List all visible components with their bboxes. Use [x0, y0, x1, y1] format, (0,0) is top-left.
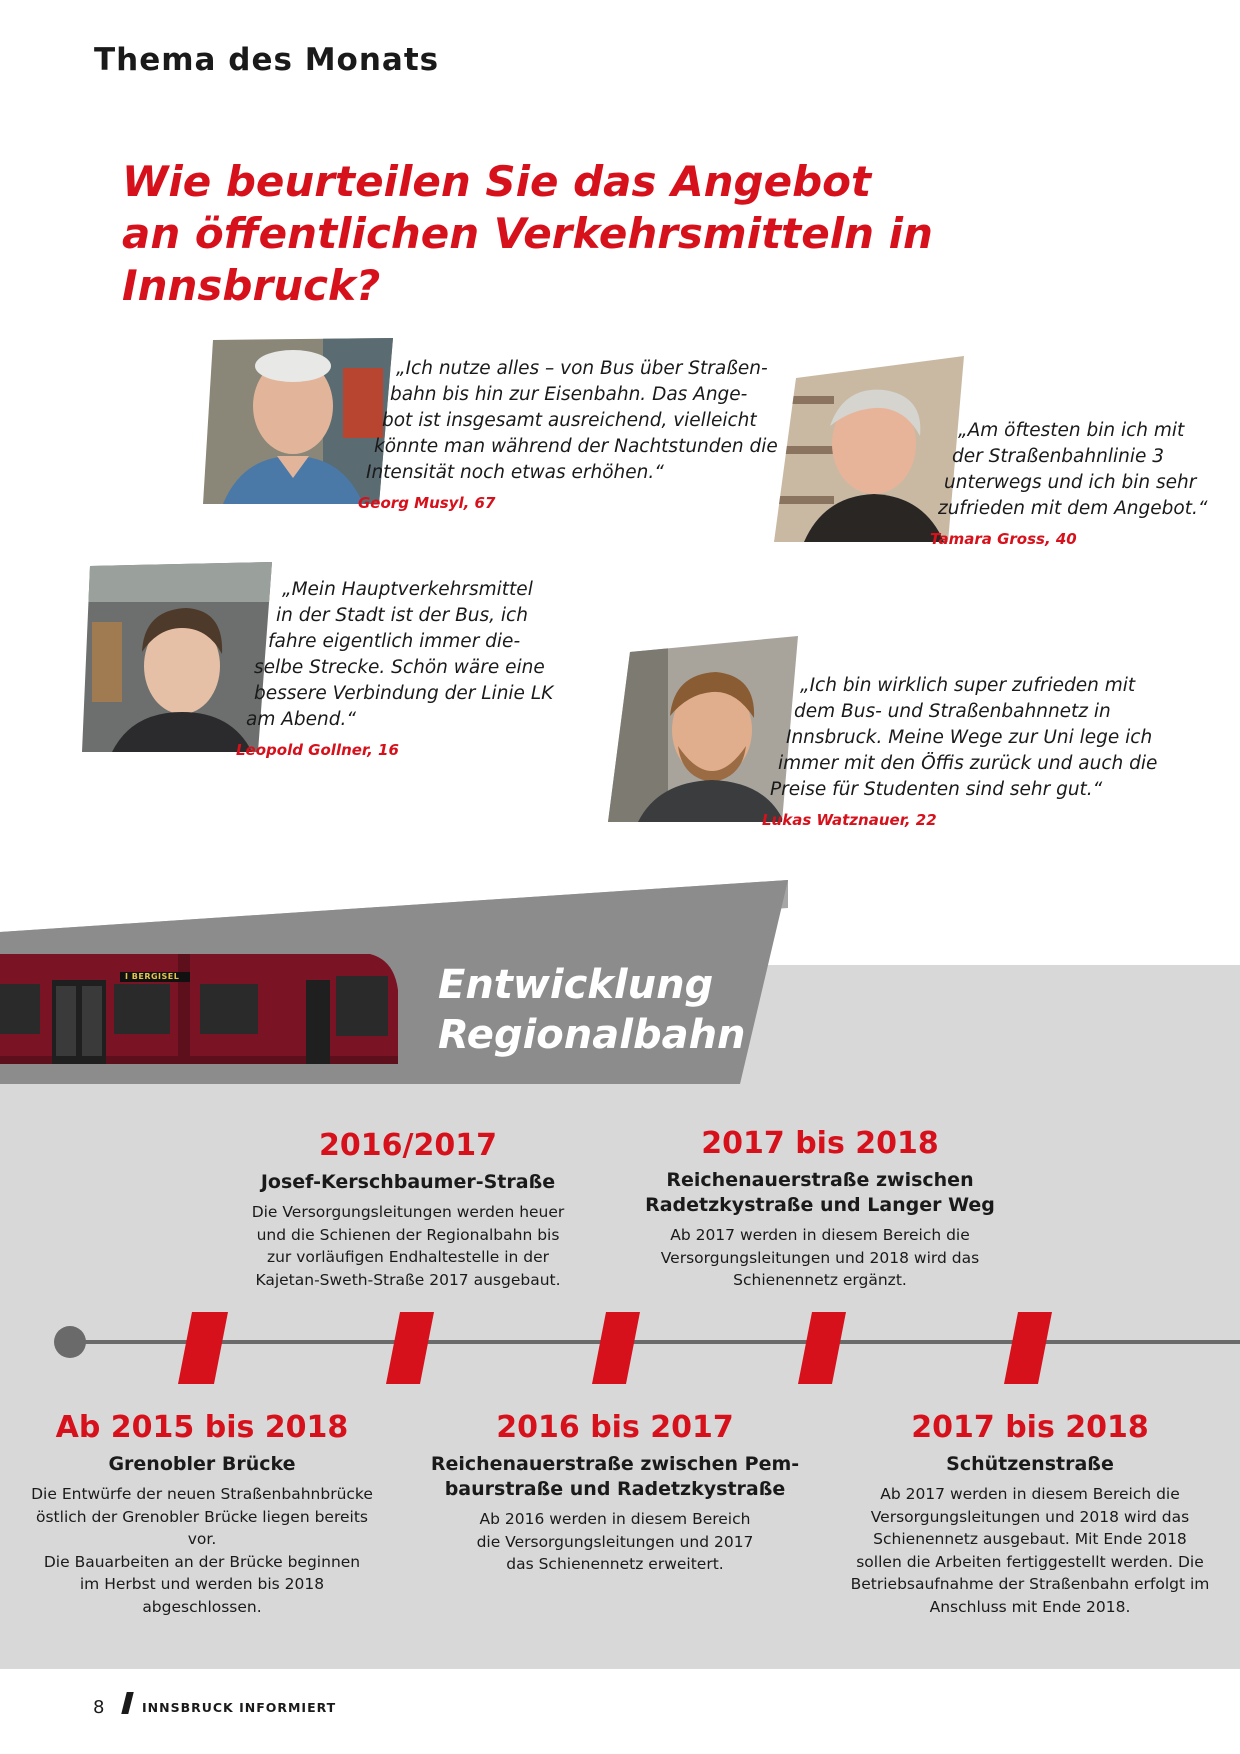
quote-line: selbe Strecke. Schön wäre eine	[254, 657, 545, 678]
timeline-marker	[798, 1312, 846, 1384]
quote-line: Preise für Studenten sind sehr gut.“	[770, 779, 1103, 800]
headline-line-1: Wie beurteilen Sie das Angebot	[122, 157, 872, 206]
timeline-axis	[0, 1300, 1240, 1400]
quote-line: könnte man während der Nachtstunden die	[374, 436, 778, 457]
timeline-year: 2016 bis 2017	[496, 1410, 734, 1445]
quote-line: Intensität noch etwas erhöhen.“	[366, 462, 664, 483]
timeline-street: Josef-Kerschbaumer-Straße	[260, 1171, 556, 1193]
timeline-desc-line: zur vorläufigen Endhaltestelle in der	[266, 1248, 550, 1266]
publication-name: INNSBRUCK INFORMIERT	[142, 1700, 337, 1715]
quote-line: bessere Verbindung der Linie LK	[254, 683, 554, 704]
timeline-street-line: Reichenauerstraße zwischen	[666, 1169, 974, 1191]
timeline-item	[228, 1128, 588, 1291]
banner-title-line-2: Regionalbahn	[438, 1012, 746, 1058]
timeline-year: Ab 2015 bis 2018	[55, 1410, 349, 1445]
timeline-desc-line: abgeschlossen.	[142, 1597, 262, 1616]
timeline-marker	[1004, 1312, 1052, 1384]
timeline-description	[830, 1483, 1230, 1618]
quote-author: Lukas Watznauer, 22	[762, 811, 937, 829]
timeline-desc-line: und die Schienen der Regionalbahn bis	[256, 1225, 560, 1244]
timeline-desc-line: Die Versorgungsleitungen werden heuer	[251, 1203, 565, 1221]
timeline-desc-line: Anschluss mit Ende 2018.	[929, 1597, 1131, 1616]
timeline-description	[228, 1201, 588, 1291]
timeline-desc-line: Die Entwürfe der neuen Straßenbahnbrücke	[31, 1485, 373, 1503]
timeline-marker	[386, 1312, 434, 1384]
timeline-item	[430, 1410, 800, 1576]
timeline-street-line: Reichenauerstraße zwischen Pem-	[430, 1453, 800, 1475]
headline-line-2: an öffentlichen Verkehrsmitteln in Innsbruck?	[122, 209, 933, 310]
timeline-description	[22, 1483, 382, 1618]
banner-title-line-1: Entwicklung	[438, 962, 714, 1008]
timeline-street-line: Radetzkystraße und Langer Weg	[645, 1194, 995, 1216]
timeline-desc-line: Schienennetz ergänzt.	[733, 1271, 907, 1289]
quote-lukas	[764, 673, 1157, 833]
quote-author: Tamara Gross, 40	[930, 530, 1077, 548]
timeline-street: Schützenstraße	[946, 1453, 1114, 1475]
quote-line: der Straßenbahnlinie 3	[952, 446, 1165, 467]
quote-line: „Ich bin wirklich super zufrieden mit	[800, 675, 1136, 696]
timeline-year: 2017 bis 2018	[911, 1410, 1149, 1445]
quote-line: „Am öftesten bin ich mit	[958, 420, 1185, 441]
timeline-street	[640, 1168, 1000, 1218]
timeline-desc-line: Betriebsaufnahme der Straßenbahn erfolgt im	[850, 1575, 1210, 1593]
timeline-desc-line: Schienennetz ausgebaut. Mit Ende 2018	[873, 1530, 1187, 1548]
quote-line: „Mein Hauptverkehrsmittel	[282, 579, 533, 600]
timeline-desc-line: Die Bauarbeiten an der Brücke beginnen	[43, 1552, 361, 1571]
timeline-street: Grenobler Brücke	[108, 1453, 296, 1475]
timeline-item	[640, 1126, 1000, 1292]
portrait-photo-tamara	[774, 356, 964, 542]
timeline-desc-line: sollen die Arbeiten fertiggestellt werden. Die	[856, 1552, 1204, 1571]
timeline-marker	[592, 1312, 640, 1384]
timeline-desc-line: im Herbst und werden bis 2018	[79, 1575, 325, 1593]
quote-georg	[358, 356, 778, 516]
timeline-desc-line: Ab 2016 werden in diesem Bereich	[479, 1510, 751, 1528]
timeline-item	[830, 1410, 1230, 1618]
quote-line: unterwegs und ich bin sehr	[944, 472, 1197, 493]
timeline-desc-line: Versorgungsleitungen und 2018 wird das	[870, 1507, 1190, 1526]
quote-line: „Ich nutze alles – von Bus über Straßen-	[396, 358, 768, 379]
timeline-marker	[178, 1312, 228, 1384]
timeline-year: 2016/2017	[319, 1128, 497, 1163]
quote-line: am Abend.“	[246, 709, 356, 730]
timeline-desc-line: Ab 2017 werden in diesem Bereich die	[670, 1226, 970, 1244]
quote-line: bot ist insgesamt ausreichend, vielleicht	[382, 410, 757, 431]
quote-line: Innsbruck. Meine Wege zur Uni lege ich	[786, 727, 1153, 748]
footer-slash-mark	[121, 1692, 133, 1714]
quote-line: in der Stadt ist der Bus, ich	[276, 605, 528, 626]
timeline-year: 2017 bis 2018	[701, 1126, 939, 1161]
tram-illustration	[0, 954, 398, 1064]
timeline-desc-line: die Versorgungsleitungen und 2017	[476, 1532, 754, 1551]
quote-line: dem Bus- und Straßenbahnnetz in	[794, 701, 1111, 722]
section-label: Thema des Monats	[94, 42, 440, 78]
timeline-street	[430, 1452, 800, 1502]
quote-line: immer mit den Öffis zurück und auch die	[778, 753, 1158, 774]
quote-author: Georg Musyl, 67	[358, 494, 496, 512]
timeline-desc-line: Versorgungsleitungen und 2018 wird das	[660, 1248, 980, 1267]
page-number: 8	[93, 1697, 105, 1718]
quote-line: zufrieden mit dem Angebot.“	[938, 498, 1208, 519]
quote-line: bahn bis hin zur Eisenbahn. Das Ange-	[390, 384, 748, 405]
timeline-start-dot	[54, 1326, 86, 1358]
quote-tamara	[930, 418, 1208, 552]
timeline-description	[430, 1508, 800, 1576]
quote-author: Leopold Gollner, 16	[236, 741, 399, 759]
timeline-description	[640, 1224, 1000, 1292]
quote-leopold	[234, 577, 553, 763]
tram-destination-sign: I BERGISEL	[125, 972, 180, 981]
timeline-desc-line: östlich der Grenobler Brücke liegen bereits vor.	[36, 1507, 368, 1548]
timeline-street-line: baurstraße und Radetzkystraße	[444, 1478, 786, 1500]
portrait-photo-georg	[203, 338, 393, 504]
quote-line: fahre eigentlich immer die-	[268, 631, 521, 652]
banner-title	[438, 960, 746, 1060]
timeline-desc-line: das Schienennetz erweitert.	[506, 1555, 724, 1573]
timeline-desc-line: Kajetan-Sweth-Straße 2017 ausgebaut.	[255, 1270, 561, 1289]
page-headline	[122, 156, 1172, 312]
timeline-desc-line: Ab 2017 werden in diesem Bereich die	[880, 1485, 1180, 1503]
timeline-item	[22, 1410, 382, 1618]
